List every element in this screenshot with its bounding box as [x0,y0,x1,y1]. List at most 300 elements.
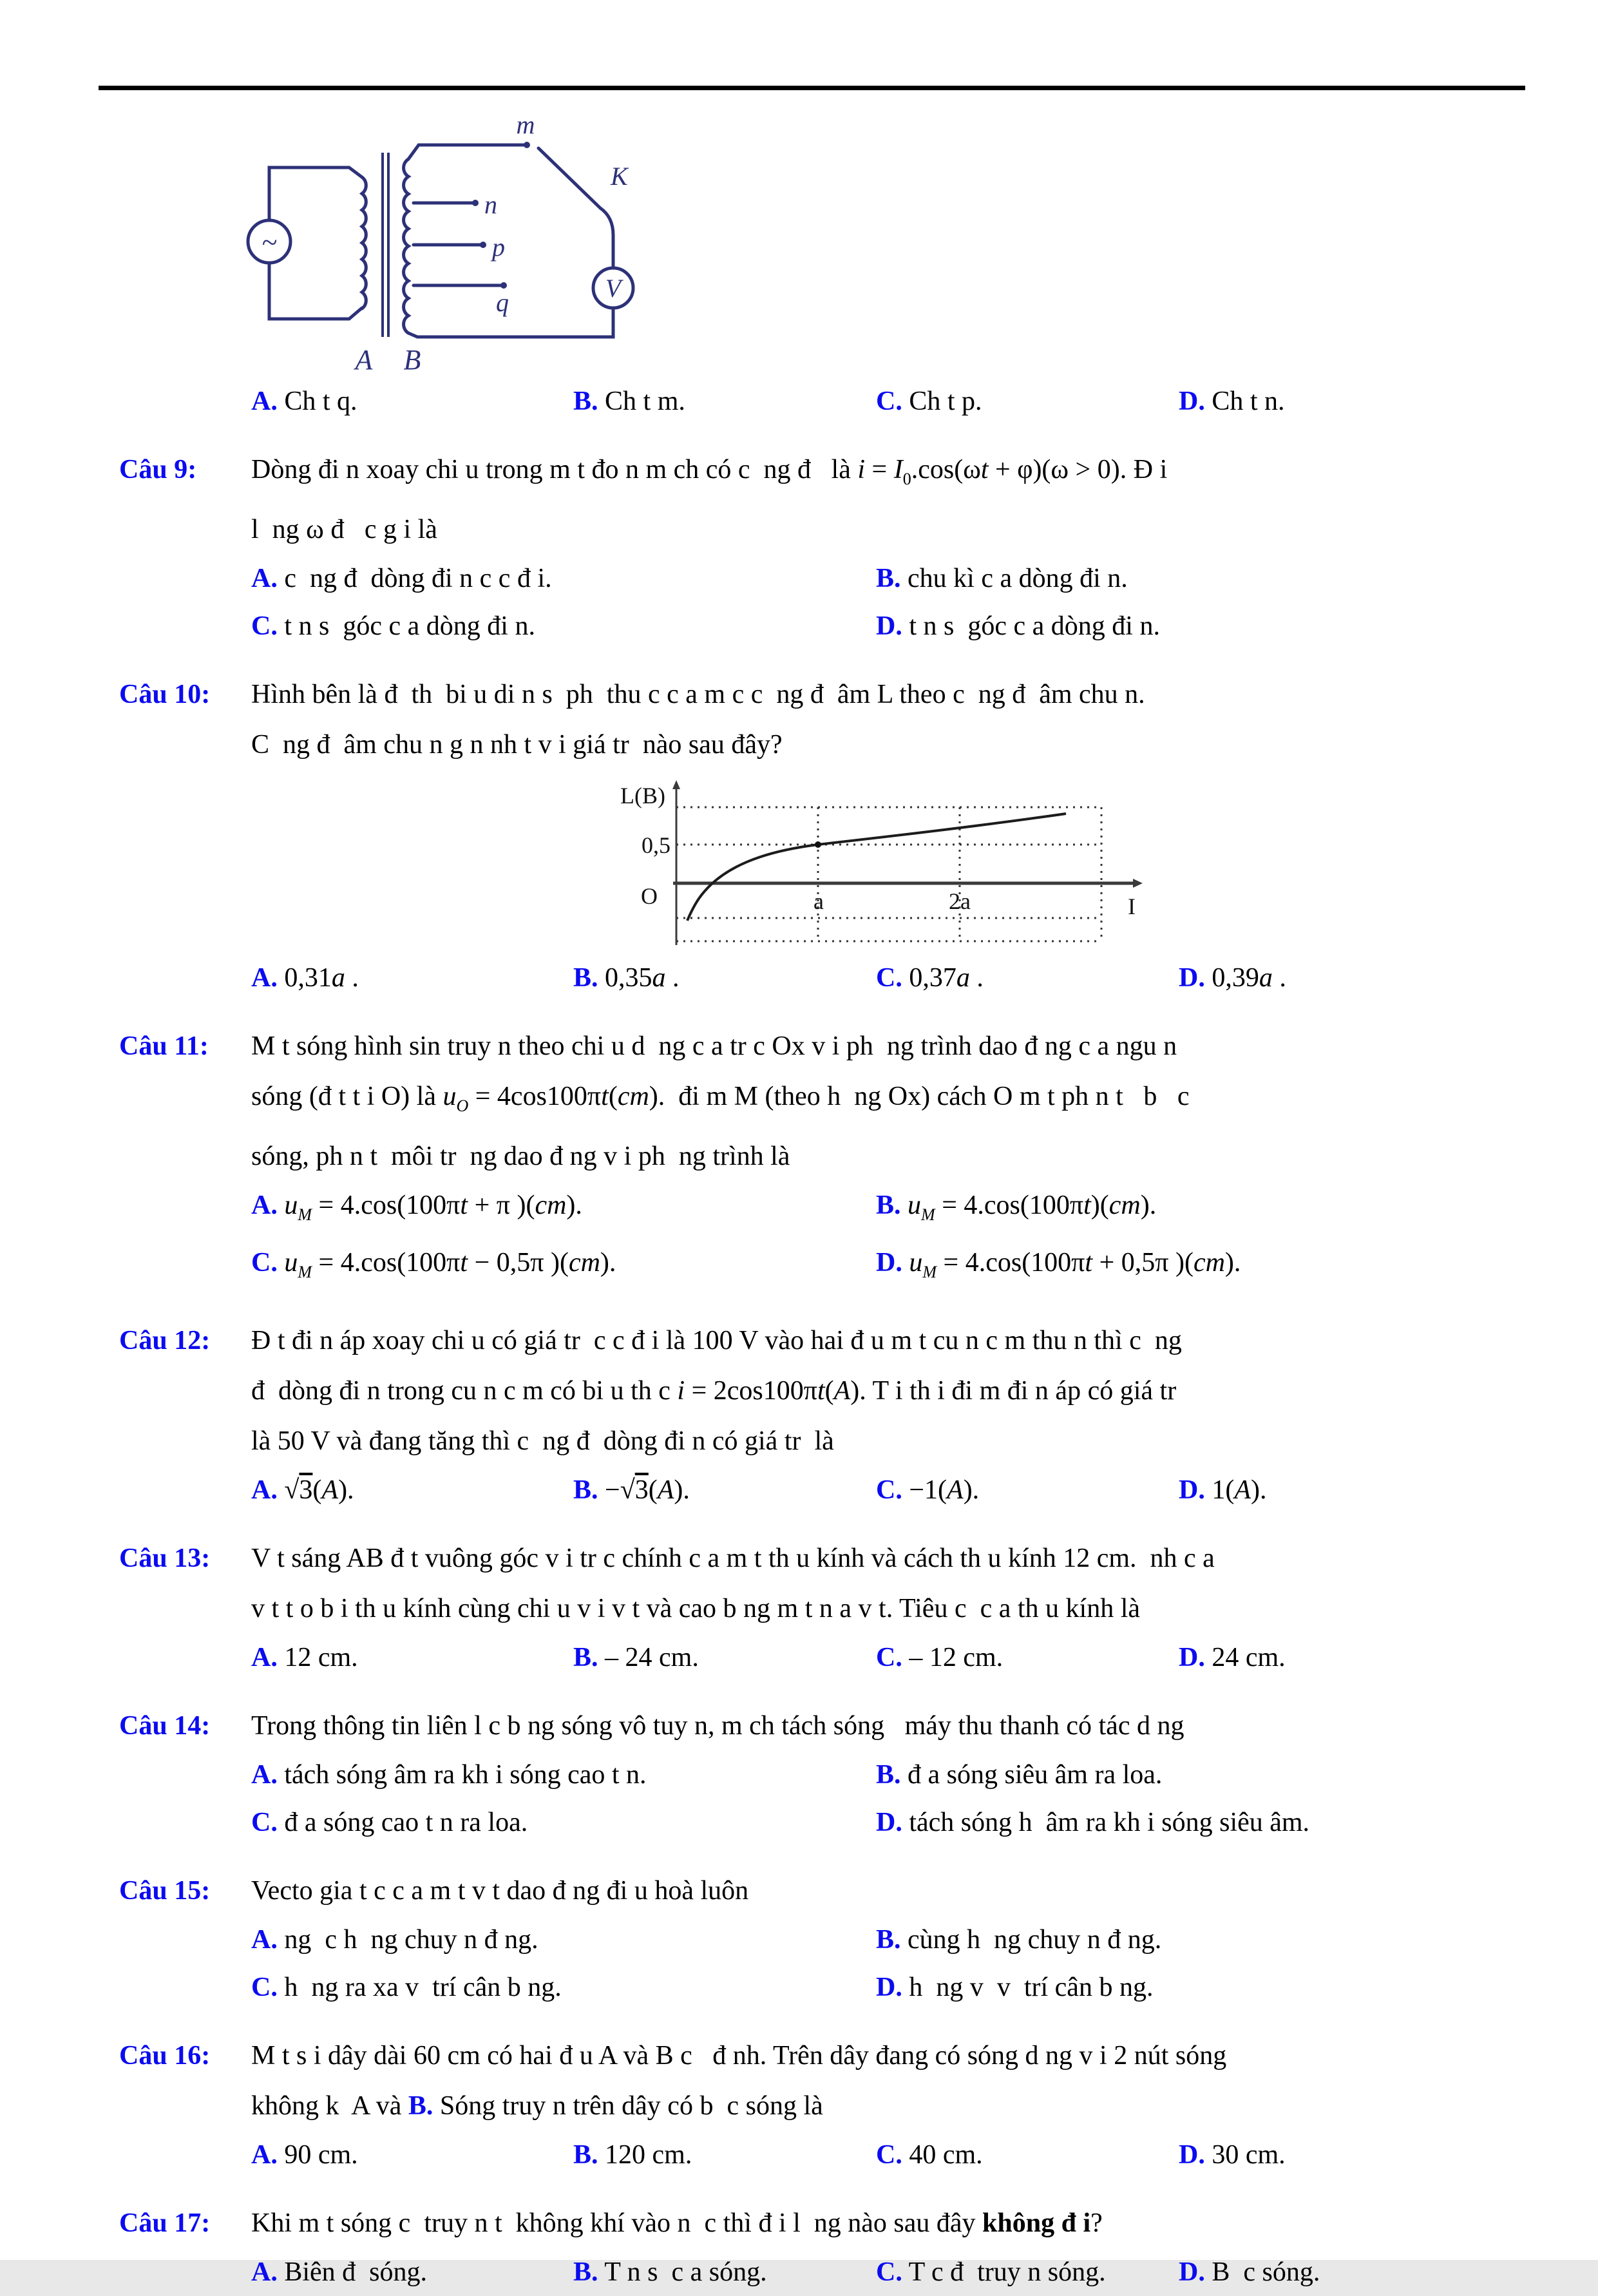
text-run: ). [1140,1191,1157,1220]
option-a [251,378,573,425]
text-run: a [652,963,666,993]
tap-n-terminal [472,200,479,206]
text-run: = 4.cos(100π [312,1248,461,1277]
option-letter: A. [251,1760,278,1790]
option-letter: B. [876,1191,901,1220]
primary-label-A: A [355,344,373,376]
text-run: sóng (đ t t i O) là [251,1082,443,1111]
option-d [876,1799,1481,1846]
option-letter: B. [573,2257,598,2287]
option-letter: A. [251,564,278,593]
text-run: t [601,1082,609,1111]
option-letter: B. [573,1643,598,1672]
option-letter: A. [251,387,278,416]
wire-bottom-left [269,263,362,319]
question-line [251,669,1481,720]
option-a [251,1916,876,1964]
secondary-coil [404,159,408,333]
text-run: Khi m t sóng c truy n t không khí vào n c thì đ i l ng nào sau đây [251,2208,983,2238]
option-b [573,1466,876,1514]
question-label: Câu 16: [119,2041,211,2071]
text-run: u [442,1082,457,1111]
option-b [876,1181,1481,1239]
sqrt-symbol: √ [620,1475,635,1505]
question-line [251,2031,1481,2081]
voltmeter-label: V [605,274,622,303]
text-run: c ng đ dòng đi n c c đ i. [284,564,552,593]
text-run: M t s i dây dài 60 cm có hai đ u A và B c đ nh. Trên dây đang có sóng d ng v i 2 nút sóng [251,2041,1227,2071]
wire-top-left [269,167,362,220]
question-label: Câu 14: [119,1711,211,1741]
x-tick-2a: 2a [949,888,971,914]
question-15 [0,1866,1598,2011]
text-run: A [657,1475,674,1505]
option-letter: C. [876,387,902,416]
option-letter: A. [251,2140,278,2170]
option-letter: A. [251,1643,278,1672]
x-axis-label: I [1128,894,1136,919]
text-run: cm [1193,1248,1225,1277]
text-run: ( [312,1475,322,1505]
option-a [251,1181,876,1239]
option-letter: D. [1179,2257,1205,2287]
question-body [251,2198,1481,2296]
text-run: ? [1090,2208,1103,2238]
text-run: – 12 cm. [909,1643,1004,1672]
text-run: Trong thông tin liên l c b ng sóng vô tuy n, m ch tách sóng máy thu thanh có tác d ng [251,1711,1184,1741]
question-line [251,1071,1481,1131]
option-letter: D. [1179,2140,1205,2170]
option-a [251,2248,573,2296]
question-label: Câu 13: [119,1544,211,1573]
question-body [251,669,1481,1002]
option-letter: A. [251,1191,278,1220]
text-run: M [922,1263,937,1281]
options-row [251,954,1481,1002]
question-line [251,1366,1481,1416]
text-run: . [665,963,680,993]
ac-source-symbol: ~ [262,227,277,258]
options-row [251,378,1481,425]
option-letter: D. [1179,1643,1205,1672]
option-letter: B. [573,1475,598,1505]
text-run: – 24 cm. [605,1643,699,1672]
text-run: 90 cm. [284,2140,358,2170]
question-label: Câu 12: [119,1326,211,1355]
question-10 [0,669,1598,1002]
text-run: 12 cm. [284,1643,358,1672]
text-run: u [284,1191,298,1220]
text-run: t [460,1248,468,1277]
text-run: Ch t q. [284,387,357,416]
options-row [251,1751,1481,1846]
y-axis-arrow [672,780,680,789]
option-d [1179,1466,1481,1514]
text-run: A [833,1376,851,1406]
question-body [251,445,1481,650]
text-run: = [865,455,894,484]
text-run: .cos(ω [911,455,981,484]
text-run: 0,39 [1212,963,1259,993]
question-label: Câu 9: [119,455,197,484]
text-run: a [1259,963,1273,993]
option-letter: D. [1179,387,1205,416]
question-body [251,2031,1481,2179]
text-run: h ng ra xa v trí cân b ng. [284,1973,562,2002]
options-row [251,1916,1481,2011]
text-run: Đ t đi n áp xoay chi u có giá tr c c đ i là 100 V vào hai đ u m t cu n c m thu n thì c ng [251,1326,1182,1355]
option-d [1179,2248,1481,2296]
question-body [251,1866,1481,2011]
option-letter: C. [876,963,902,993]
text-run: ( [824,1376,834,1406]
option-letter: D. [876,1973,902,2002]
text-run: ). [338,1475,354,1505]
text-run: M t sóng hình sin truy n theo chi u d ng c a tr c Ox v i ph ng trình dao đ ng c a ngu n [251,1031,1177,1061]
question-line [251,504,1481,555]
text-run: chu kì c a dòng đi n. [908,564,1128,593]
option-letter: A. [251,1475,278,1505]
question-body [251,1315,1481,1514]
cau10-sound-level-chart [615,775,1481,949]
text-run: A [947,1475,964,1505]
question-label: Câu 10: [119,680,211,709]
text-run: . [1272,963,1286,993]
question-9 [0,445,1598,650]
option-c [251,1239,876,1296]
text-run: 24 cm. [1212,1643,1286,1672]
text-run: cm [1108,1191,1141,1220]
text-run: 0,31 [284,963,332,993]
option-letter: C. [251,1973,278,2002]
text-run: + π )( [468,1191,535,1220]
text-run: a [956,963,970,993]
question-line [251,1583,1481,1634]
option-letter: B. [573,2140,598,2170]
options-row [251,1466,1481,1514]
text-run: Dòng đi n xoay chi u trong m t đo n m ch có c ng đ là [251,455,858,484]
switch-k-label: K [611,162,628,191]
text-run: −1( [909,1475,947,1505]
option-c [876,954,1179,1002]
options-row [251,2131,1481,2179]
y-axis-label: L(B) [620,783,665,808]
text-run: 40 cm. [909,2140,983,2170]
option-letter: D. [1179,1475,1205,1505]
text-run: ng c h ng chuy n đ ng. [284,1925,538,1955]
question-label: Câu 11: [119,1031,209,1061]
question-16 [0,2031,1598,2179]
option-c [876,1466,1179,1514]
wire-to-voltmeter [600,208,613,268]
option-letter: C. [876,1643,902,1672]
question-label: Câu 15: [119,1876,211,1906]
option-a [251,555,876,602]
option-d [876,602,1481,650]
sqrt-expression [620,1475,649,1505]
text-run: − [605,1475,620,1505]
text-run: cm [568,1248,600,1277]
text-run: u [908,1191,922,1220]
option-b [573,954,876,1002]
option-letter: D. [1179,963,1205,993]
tap-m-terminal [524,142,530,148]
option-b [573,1634,876,1681]
text-run: ). T i th i đi m đi n áp có giá tr [850,1376,1177,1406]
text-run: ). [1251,1475,1267,1505]
question-line [251,2081,1481,2131]
sqrt-expression [284,1475,312,1505]
question-body [251,1021,1481,1296]
option-letter: B. [573,387,598,416]
option-letter: D. [876,1248,902,1277]
transformer-circuit-svg [225,110,651,377]
text-run: t [460,1191,468,1220]
option-letter: C. [876,1475,902,1505]
text-run: I [893,455,903,484]
text-run: A [321,1475,339,1505]
text-run: ). [1224,1248,1241,1277]
text-run: = 4.cos(100π [937,1248,1085,1277]
option-letter: A. [251,963,278,993]
text-run: T n s c a sóng. [604,2257,767,2287]
x-tick-a: a [813,888,824,914]
question-11 [0,1021,1598,1296]
text-run: = 4.cos(100π [312,1191,461,1220]
option-d [1179,954,1481,1002]
text-run: A [1234,1475,1251,1505]
option-letter: C. [251,611,278,641]
text-run: Ch t p. [909,387,982,416]
text-run: + 0,5π )( [1092,1248,1194,1277]
text-run: = 4.cos(100π [935,1191,1084,1220]
text-run: M [921,1205,935,1224]
text-run: . [345,963,359,993]
option-b [573,378,876,425]
switch-arm [538,148,600,208]
question-label: Câu 17: [119,2208,211,2238]
question-line [251,1131,1481,1181]
text-run: Ch t m. [605,387,685,416]
question-continued [0,378,1598,425]
question-line [251,1315,1481,1366]
text-run: = 4cos100π [468,1082,602,1111]
option-c [876,378,1179,425]
option-letter: B. [876,1925,901,1955]
question-body [251,1533,1481,1681]
text-run: v t t o b i th u kính cùng chi u v i v t và cao b ng m t n a v t. Tiêu c c a th u kính là [251,1594,1141,1623]
text-run: T c đ truy n sóng. [908,2257,1106,2287]
text-run: t [1083,1191,1091,1220]
tap-p-terminal [480,242,486,248]
text-run: t [1085,1248,1093,1277]
option-c [251,602,876,650]
text-run: Vecto gia t c c a m t v t dao đ ng đi u hoà luôn [251,1876,749,1906]
text-run: là 50 V và đang tăng thì c ng đ dòng đi n có giá tr là [251,1426,834,1456]
option-b [876,1751,1481,1799]
text-run: 120 cm. [605,2140,692,2170]
option-a [251,954,573,1002]
primary-coil [362,177,366,309]
options-row [251,555,1481,650]
text-run: cm [617,1082,649,1111]
option-letter: B. [573,963,598,993]
header-divider [99,86,1525,90]
option-a [251,1751,876,1799]
sound-level-graph-svg [615,775,1150,949]
text-run: cùng h ng chuy n đ ng. [908,1925,1162,1955]
text-run: Sóng truy n trên dây có b c sóng là [433,2091,823,2121]
text-run: t [980,455,989,484]
text-run: M [298,1205,312,1224]
text-run: u [909,1248,923,1277]
question-body [251,1701,1481,1846]
option-b [573,2131,876,2179]
text-run: h ng v v trí cân b ng. [909,1973,1154,2002]
text-run: Hình bên là đ th bi u di n s ph thu c c a m c c ng đ âm L theo c ng đ âm chu n. [251,680,1145,709]
option-letter: B. [876,564,901,593]
option-b [573,2248,876,2296]
text-run: tách sóng âm ra kh i sóng cao t n. [284,1760,647,1790]
tap-m-wire [408,145,527,159]
options-row [251,2248,1481,2296]
tap-q-label: q [496,288,509,317]
text-run: ). [963,1475,980,1505]
option-d [876,1964,1481,2011]
question-line [251,720,1481,770]
question-13 [0,1533,1598,1681]
wire-bottom-right [408,308,613,337]
options-row [251,1634,1481,1681]
text-run: t n s góc c a dòng đi n. [284,611,535,641]
option-c [876,2248,1179,2296]
text-run: 0,37 [909,963,956,993]
text-run: B c sóng. [1212,2257,1320,2287]
option-d [1179,1634,1481,1681]
text-run: M [298,1263,312,1281]
text-run: 1( [1212,1475,1235,1505]
tap-n-label: n [484,190,497,219]
question-line [251,1701,1481,1751]
text-run: )( [1090,1191,1109,1220]
options-row [251,1181,1481,1296]
option-letter: C. [251,1808,278,1837]
text-run: ). [674,1475,690,1505]
option-c [251,1964,876,2011]
option-letter: A. [251,2257,278,2287]
question-line [251,1021,1481,1071]
tap-p-label: p [492,233,505,262]
text-run: không đ i [982,2208,1091,2238]
option-letter: D. [876,611,902,641]
option-a [251,1634,573,1681]
text-run: đ dòng đi n trong cu n c m có bi u th c [251,1376,678,1406]
option-c [876,2131,1179,2179]
text-run: i [677,1376,685,1406]
question-line [251,445,1481,504]
text-run: a [331,963,345,993]
question-14 [0,1701,1598,1846]
text-run: C ng đ âm chu n g n nh t v i giá tr nào sau đây? [251,730,783,760]
option-letter: A. [251,1925,278,1955]
option-a [251,2131,573,2179]
text-run: O [456,1096,469,1115]
text-run: + φ)(ω > 0). Đ i [988,455,1168,484]
text-run: tách sóng h âm ra kh i sóng siêu âm. [909,1808,1310,1837]
text-run: ). [600,1248,616,1277]
option-letter: C. [876,2257,902,2287]
text-run: . [969,963,984,993]
question-body [251,378,1481,425]
sqrt-radicand: 3 [299,1475,313,1505]
question-line [251,1533,1481,1583]
option-d [1179,2131,1481,2179]
tap-m-label: m [516,110,535,139]
question-17 [0,2198,1598,2296]
text-run: u [284,1248,298,1277]
log-curve [687,814,1066,921]
question-line [251,1866,1481,1916]
text-run: ). đi m M (theo h ng Ox) cách O m t ph n t b c [649,1082,1190,1111]
text-run: đ a sóng siêu âm ra loa. [908,1760,1163,1790]
text-run: B. [408,2091,433,2121]
text-run: ( [608,1082,618,1111]
text-run: không k A và [251,2091,408,2121]
option-b [876,1916,1481,1964]
x-axis-arrow [1133,879,1143,888]
question-line [251,1416,1481,1466]
text-run: Ch t n. [1212,387,1285,416]
sqrt-symbol: √ [284,1475,300,1505]
option-d [876,1239,1481,1296]
transformer-circuit-figure [225,110,651,377]
option-letter: C. [876,2140,902,2170]
text-run: sóng, ph n t môi tr ng dao đ ng v i ph ng trình là [251,1142,790,1171]
option-b [876,555,1481,602]
option-a [251,1466,573,1514]
option-d [1179,378,1481,425]
questions-container [0,378,1598,2296]
text-run: Biên đ sóng. [284,2257,428,2287]
text-run: − 0,5π )( [468,1248,569,1277]
text-run: t [817,1376,825,1406]
option-c [251,1799,876,1846]
text-run: V t sáng AB đ t vuông góc v i tr c chính c a m t th u kính và cách th u kính 12 cm. nh c a [251,1544,1215,1573]
text-run: đ a sóng cao t n ra loa. [284,1808,528,1837]
y-tick-0-5: 0,5 [642,832,671,858]
origin-label: O [641,883,658,909]
option-letter: C. [251,1248,278,1277]
text-run: 30 cm. [1212,2140,1286,2170]
option-letter: B. [876,1760,901,1790]
text-run: = 2cos100π [685,1376,817,1406]
sqrt-radicand: 3 [634,1475,649,1505]
text-run: 0,35 [605,963,652,993]
text-run: l ng ω đ c g i là [251,515,437,544]
text-run: 0 [902,470,911,488]
text-run: t n s góc c a dòng đi n. [909,611,1160,641]
secondary-label-B: B [403,344,421,376]
option-letter: D. [876,1808,902,1837]
marked-point [815,841,821,848]
text-run: ( [648,1475,658,1505]
text-run: cm [535,1191,567,1220]
question-12 [0,1315,1598,1514]
question-line [251,2198,1481,2248]
option-c [876,1634,1179,1681]
text-run: i [857,455,866,484]
text-run: ). [566,1191,582,1220]
